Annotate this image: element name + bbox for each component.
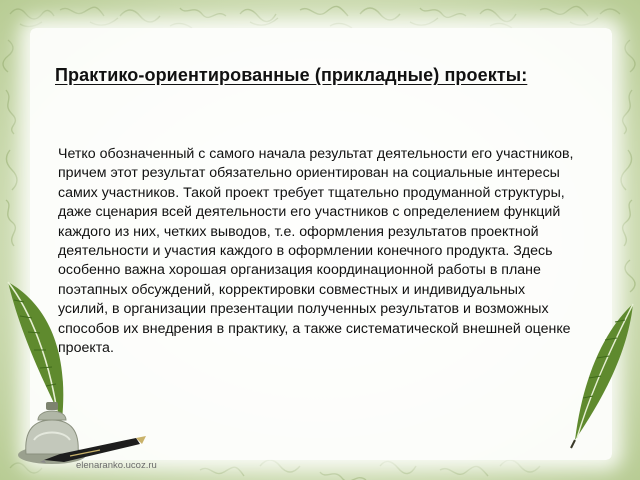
- site-credit: elenaranko.ucoz.ru: [76, 460, 157, 471]
- quill-feather-right-illustration: [555, 300, 640, 450]
- quill-feather-icon: [8, 282, 63, 420]
- slide-title: Практико-ориентированные (прикладные) проекты:: [55, 65, 528, 85]
- quill-feather-icon: [571, 304, 633, 448]
- fountain-pen-icon: [40, 436, 146, 463]
- slide-body-text: Четко обозначенный с самого начала результат деятельности его участников, причем этот результат обязательно ориентирован на социальные интересы самих участников. Такой проект требует тщательно продуманной структуры, даже сценария всей деятельности его участников с определением функций каждого из них, четких выводов, т.е. оформления результатов проектной деятельности и участия каждого в оформлении конечного продукта. Здесь особенно важна хорошая организация координационной работы в плане поэтапных обсуждений, корректировки совместных и индивидуальных усилий, в организации презентации полученных результатов и возможных способов их внедрения в практику, а также систематической внешней оценке проекта.: [58, 146, 574, 357]
